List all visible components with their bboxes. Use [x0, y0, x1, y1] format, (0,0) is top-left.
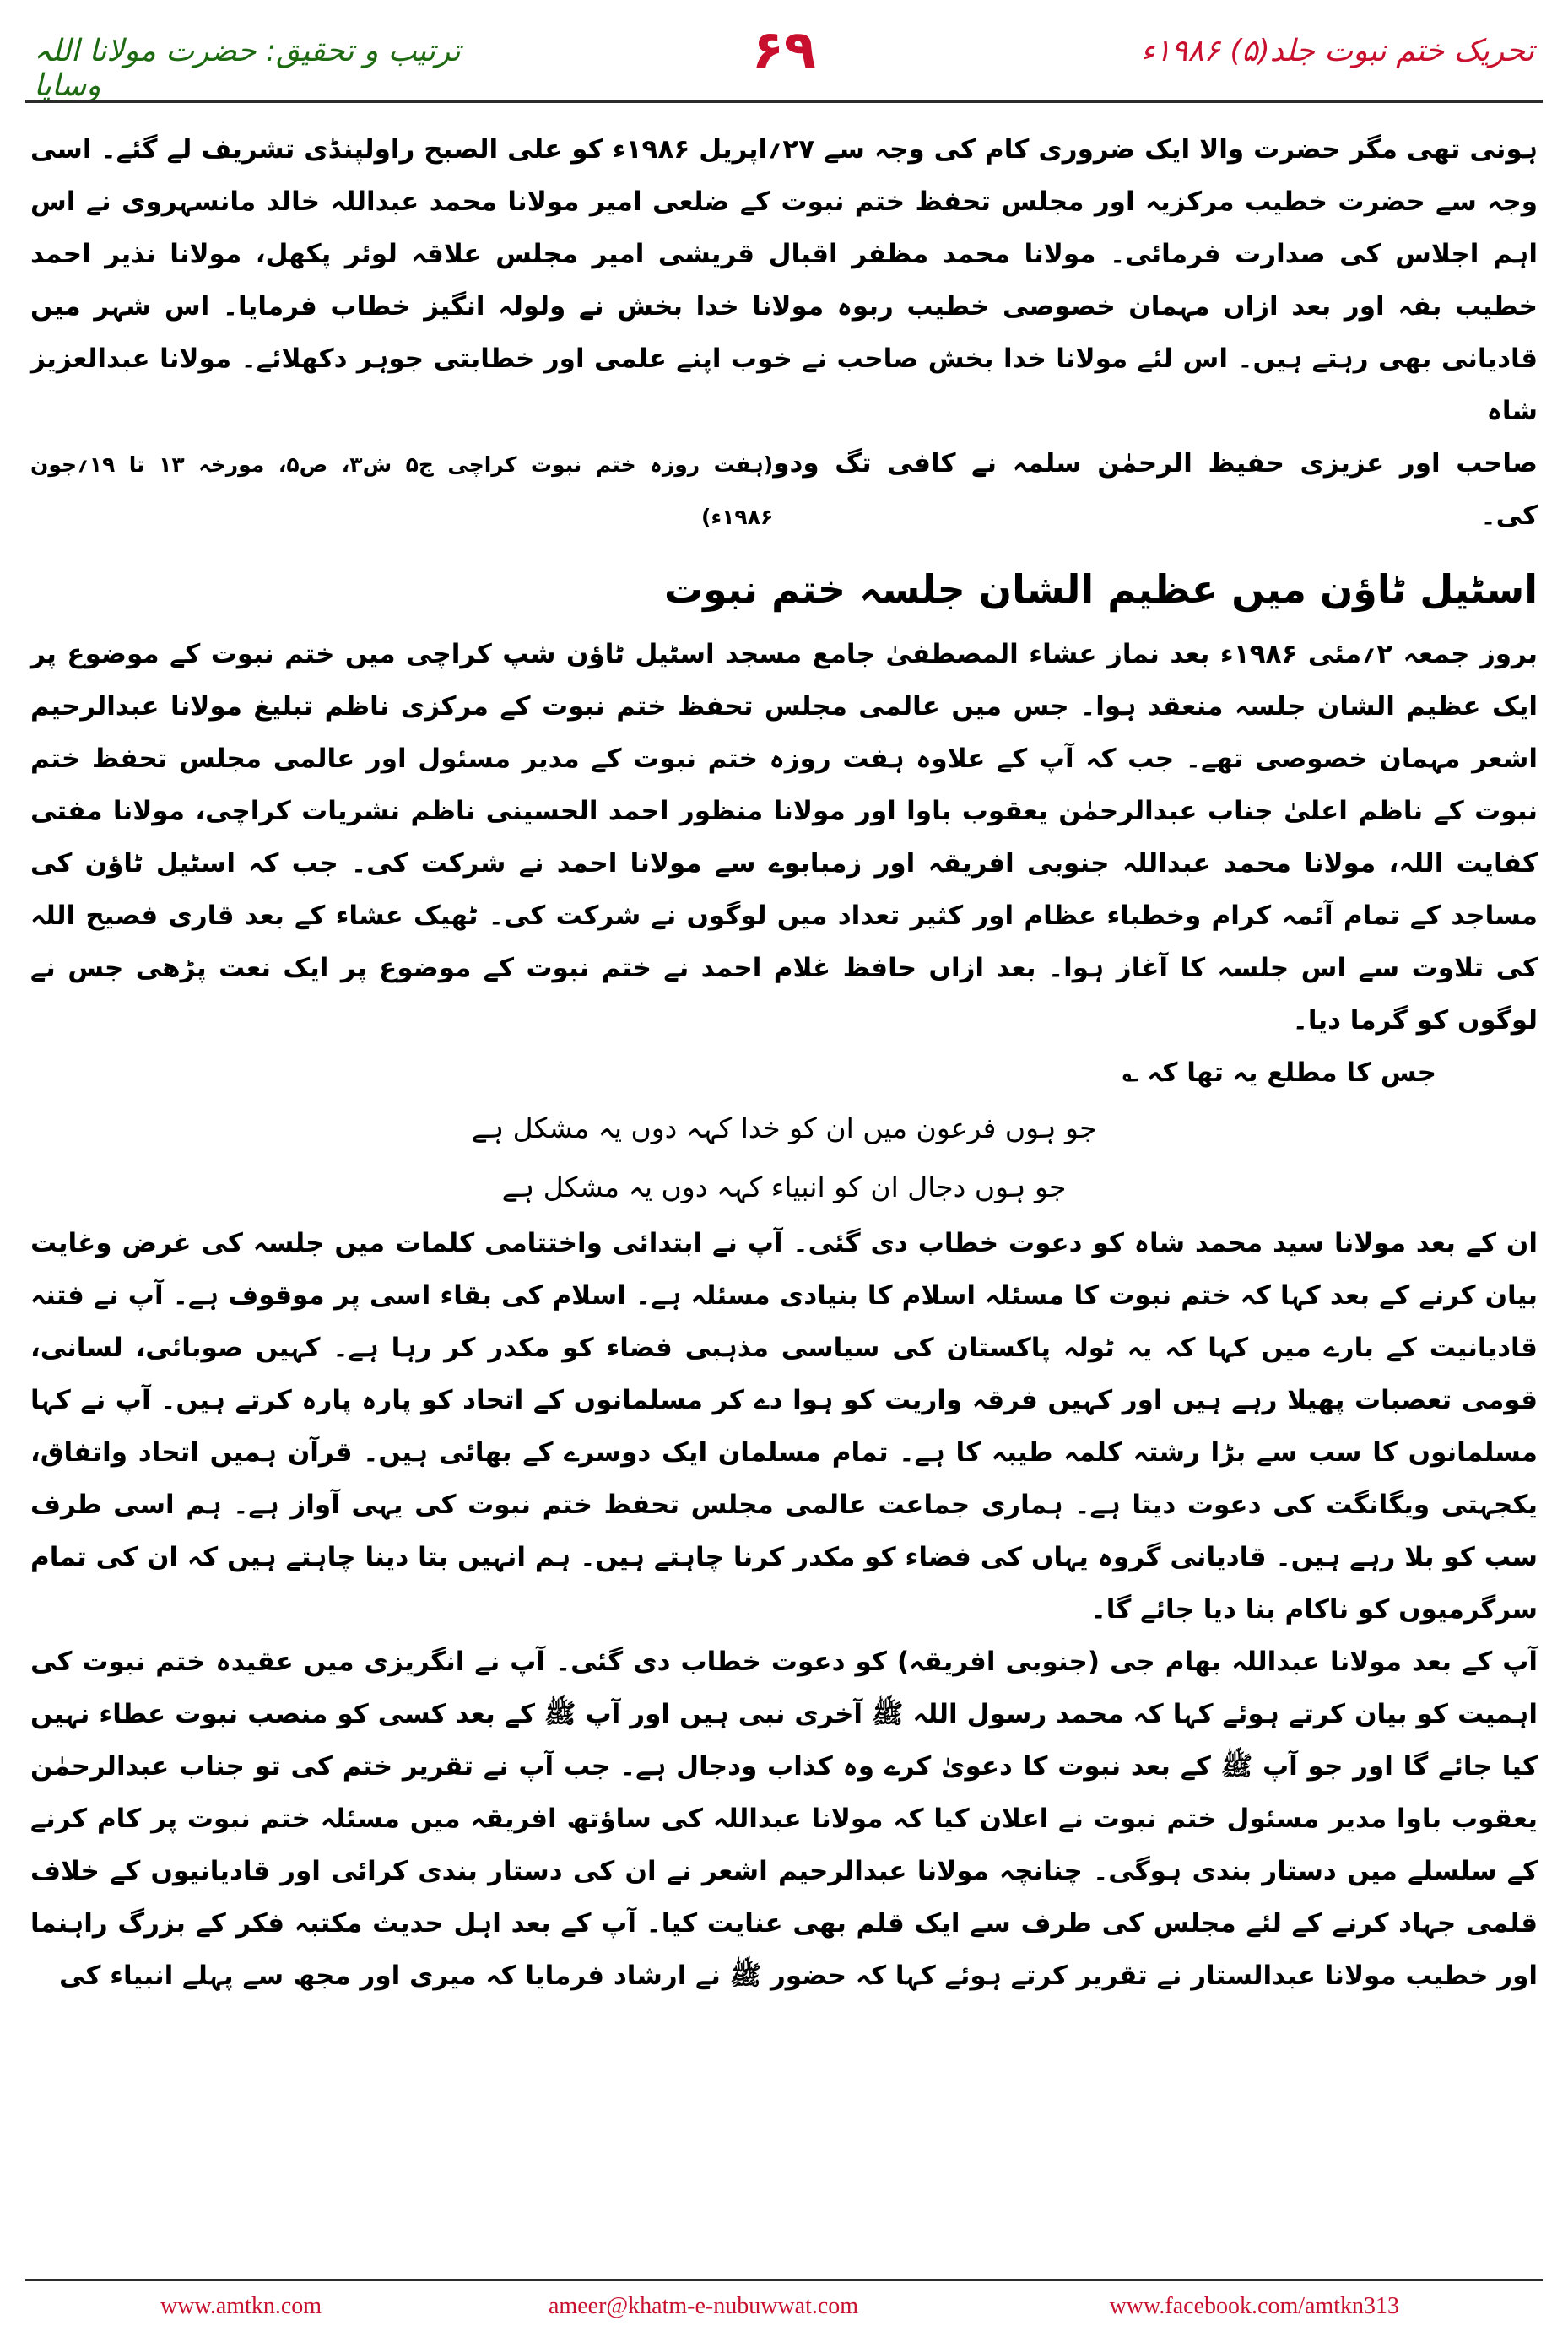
header-divider	[25, 100, 1543, 103]
paragraph-3: ان کے بعد مولانا سید محمد شاہ کو دعوت خطاب دی گئی۔ آپ نے ابتدائی واختتامی کلمات میں جلسہ کی غرض وغایت بیان کرنے کے بعد کہا کہ ختم نبوت کا مسئلہ اسلام کا بنیادی مسئلہ ہے۔ اسلام کی بقاء اسی پر موقوف ہے۔ آپ نے فتنہ قادیانیت کے بارے میں کہا کہ یہ ٹولہ پاکستان کی سیاسی مذہبی فضاء کو مکدر کر رہا ہے۔ کہیں صوبائی، لسانی، قومی تعصبات پھیلا رہے ہیں اور کہیں فرقہ واریت کو ہوا دے کر مسلمانوں کے اتحاد کو پارہ پارہ کرتے ہیں۔ آپ نے کہا مسلمانوں کا سب سے بڑا رشتہ کلمہ طیبہ کا ہے۔ تمام مسلمان ایک دوسرے کے بھائی ہیں۔ قرآن ہمیں اتحاد واتفاق، یکجہتی ویگانگت کی دعوت دیتا ہے۔ ہماری جماعت عالمی مجلس تحفظ ختم نبوت کی یہی آواز ہے۔ ہم اسی طرف سب کو بلا رہے ہیں۔ قادیانی گروہ یہاں کی فضاء کو مکدر کرنا چاہتے ہیں۔ ہم انہیں بتا دینا چاہتے ہیں کہ ان کی تمام سرگرمیوں کو ناکام بنا دیا جائے گا۔	[30, 1228, 1538, 1625]
page-header	[0, 0, 1568, 118]
page-footer	[25, 2279, 1543, 2323]
article-body	[30, 123, 1538, 2002]
paragraph-1: ہونی تھی مگر حضرت والا ایک ضروری کام کی وجہ سے ۲۷؍اپریل ۱۹۸۶ء کو علی الصبح راولپنڈی تشریف لے گئے۔ اسی وجہ سے حضرت خطیب مرکزیہ اور مجلس تحفظ ختم نبوت کے ضلعی امیر مولانا محمد عبداللہ خالد مانسہروی نے اس اہم اجلاس کی صدارت فرمائی۔ مولانا محمد مظفر اقبال قریشی امیر مجلس علاقہ لوئر پکھل، مولانا نذیر احمد خطیب بفہ اور بعد ازاں مہمان خصوصی خطیب ربوہ مولانا خدا بخش نے ولولہ انگیز خطاب فرمایا۔ اس شہر میں قادیانی بھی رہتے ہیں۔ اس لئے مولانا خدا بخش صاحب نے خوب اپنے علمی اور خطابتی جوہر دکھلائے۔ مولانا عبدالعزیز شاہ	[30, 134, 1538, 426]
verse-line-2: جو ہوں دجال ان کو انبیاء کہہ دوں یہ مشکل ہے	[501, 1171, 1067, 1203]
compiler-credit: ترتیب و تحقیق: حضرت مولانا اللہ وسایا	[34, 34, 461, 103]
paragraph-1-end: صاحب اور عزیزی حفیظ الرحمٰن سلمہ نے کافی تگ ودو کی۔	[773, 448, 1538, 531]
paragraph-4: آپ کے بعد مولانا عبداللہ بھام جی (جنوبی افریقہ) کو دعوت خطاب دی گئی۔ آپ نے انگریزی میں عقیدہ ختم نبوت کی اہمیت کو بیان کرتے ہوئے کہا کہ محمد رسول اللہ ﷺ آخری نبی ہیں اور آپ ﷺ کے بعد کسی کو منصب نبوت عطاء نہیں کیا جائے گا اور جو آپ ﷺ کے بعد نبوت کا دعویٰ کرے وہ کذاب ودجال ہے۔ جب آپ نے تقریر ختم کی تو جناب عبدالرحمٰن یعقوب باوا مدیر مسئول ختم نبوت نے اعلان کیا کہ مولانا عبداللہ کی ساؤتھ افریقہ میں مسئلہ ختم نبوت پر کام کرنے کے سلسلے میں دستار بندی ہوگی۔ چنانچہ مولانا عبدالرحیم اشعر نے ان کی دستار بندی کرائی اور قادیانیوں کے خلاف قلمی جہاد کرنے کے لئے مجلس کی طرف سے ایک قلم بھی عنایت کیا۔ آپ کے بعد اہل حدیث مکتبہ فکر کے بزرگ راہنما اور خطیب مولانا عبدالستار نے تقریر کرتے ہوئے کہا کہ حضور ﷺ نے ارشاد فرمایا کہ میری اور مجھ سے پہلے انبیاء کی	[30, 1647, 1538, 1991]
facebook-link[interactable]: www.facebook.com/amtkn313	[1109, 2293, 1399, 2319]
page-number: ۶۹	[752, 19, 816, 80]
section-heading: اسٹیل ٹاؤن میں عظیم الشان جلسہ ختم نبوت	[663, 566, 1538, 612]
verse-intro: جس کا مطلع یہ تھا کہ ؎	[1122, 1057, 1436, 1088]
paragraph-1-closing-row	[30, 437, 1538, 544]
verse-line-1: جو ہوں فرعون میں ان کو خدا کہہ دوں یہ مشکل ہے	[471, 1112, 1097, 1144]
citation: (ہفت روزہ ختم نبوت کراچی ج۵ ش۳، ص۵، مورخہ ۱۳ تا ۱۹؍جون ۱۹۸۶ء)	[30, 452, 774, 529]
paragraph-2: بروز جمعہ ۲؍مئی ۱۹۸۶ء بعد نماز عشاء المصطفیٰ جامع مسجد اسٹیل ٹاؤن شپ کراچی میں ختم نبوت کے موضوع پر ایک عظیم الشان جلسہ منعقد ہوا۔ جس میں عالمی مجلس تحفظ ختم نبوت کے مرکزی ناظم تبلیغ مولانا عبدالرحیم اشعر مہمان خصوصی تھے۔ جب کہ آپ کے علاوہ ہفت روزہ ختم نبوت کے مدیر مسئول اور عالمی مجلس تحفظ ختم نبوت کے ناظم اعلیٰ جناب عبدالرحمٰن یعقوب باوا اور مولانا منظور احمد الحسینی ناظم نشریات کراچی، مولانا مفتی کفایت اللہ، مولانا محمد عبداللہ جنوبی افریقہ اور زمبابوے سے مولانا احمد نے شرکت کی۔ جب کہ اسٹیل ٹاؤن کی مساجد کے تمام آئمہ کرام وخطباء عظام اور کثیر تعداد میں لوگوں نے شرکت کی۔ ٹھیک عشاء کے بعد قاری فصیح اللہ کی تلاوت سے اس جلسہ کا آغاز ہوا۔ بعد ازاں حافظ غلام احمد نے ختم نبوت کے موضوع پر ایک نعت پڑھی جس نے لوگوں کو گرما دیا۔	[30, 639, 1538, 1036]
website-link[interactable]: www.amtkn.com	[160, 2293, 322, 2319]
book-title: تحریک ختم نبوت جلد(۵) ۱۹۸۶ء	[1140, 34, 1534, 68]
email-link[interactable]: ameer@khatm-e-nubuwwat.com	[549, 2293, 859, 2319]
